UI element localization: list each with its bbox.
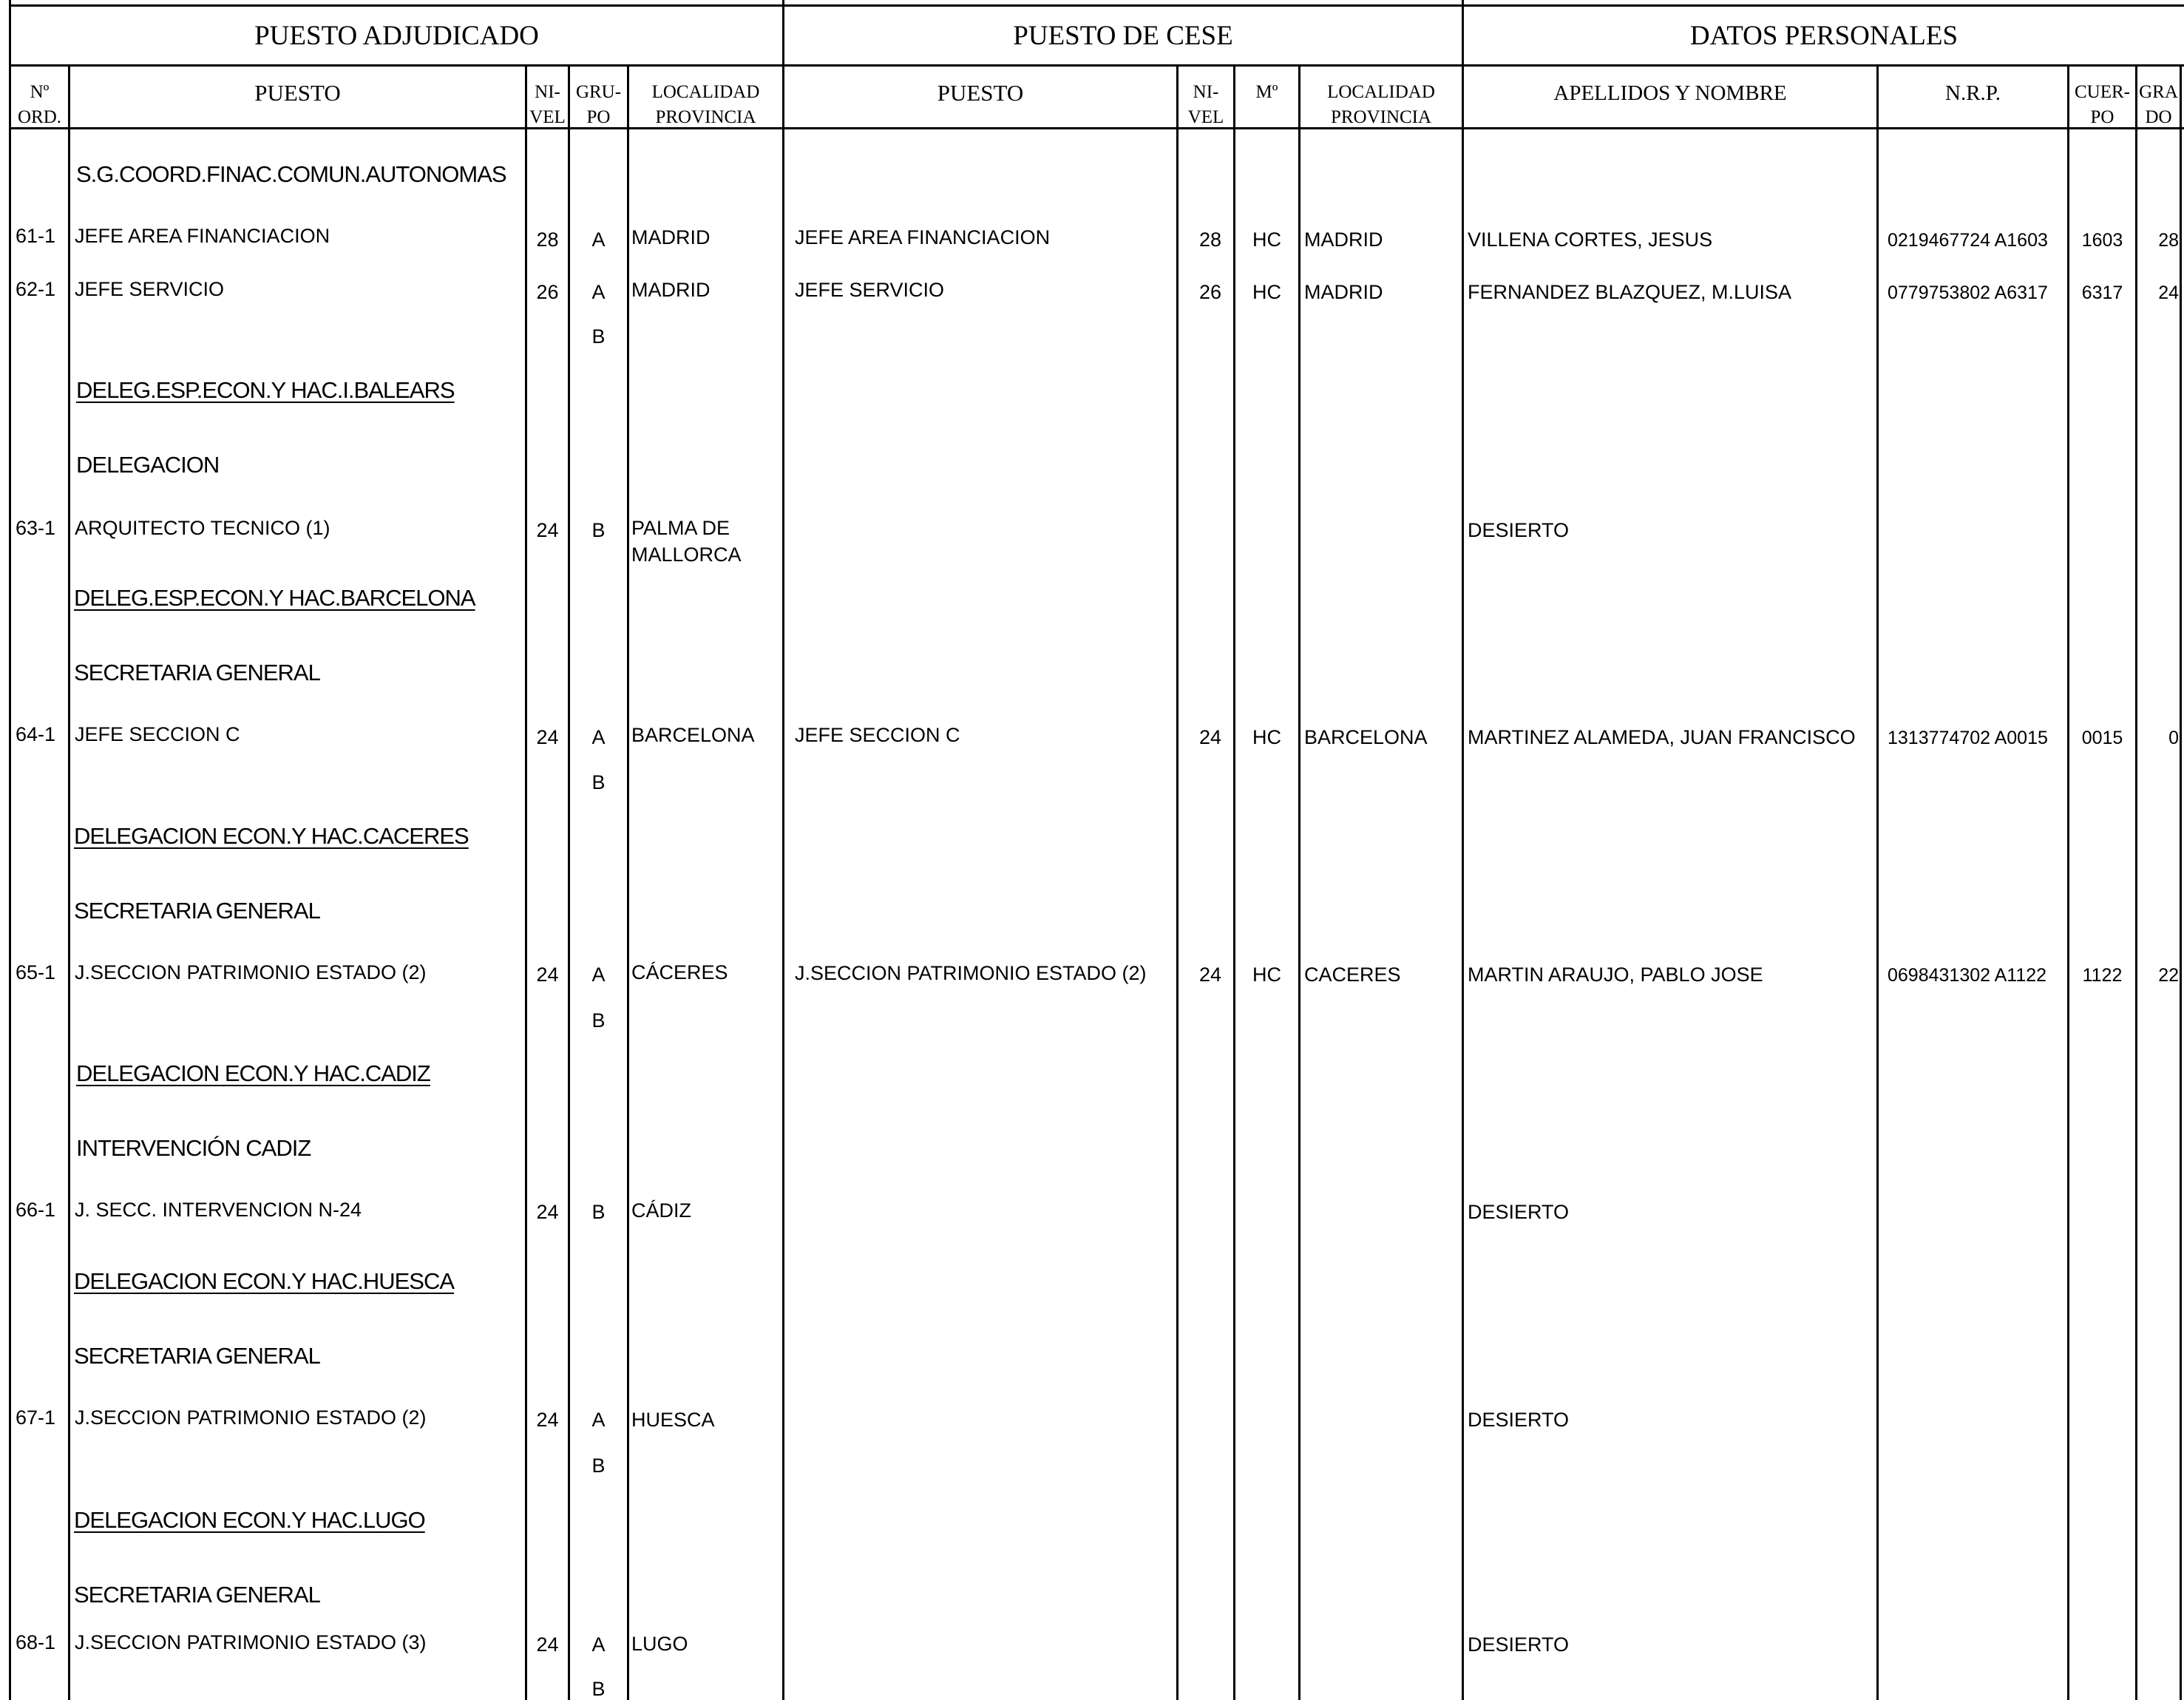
col-header-cese-localidad: LOCALIDAD PROVINCIA xyxy=(1327,82,1435,127)
row-cese-m: HC xyxy=(1252,964,1281,986)
section-heading: INTERVENCIÓN CADIZ xyxy=(76,1135,311,1161)
row-cese-nivel: 24 xyxy=(1198,964,1221,986)
row-cese-localidad: MADRID xyxy=(1304,228,1383,251)
row-nivel: 24 xyxy=(536,1201,559,1223)
row-grupo: A xyxy=(591,964,606,986)
col-header-cese-nivel: NI- VEL xyxy=(1187,82,1224,127)
row-puesto: JEFE SECCION C xyxy=(75,723,240,745)
section-heading: SECRETARIA GENERAL xyxy=(74,1343,320,1369)
row-ord: 63-1 xyxy=(15,517,55,539)
section-heading: DELEGACION ECON.Y HAC.HUESCA xyxy=(74,1268,455,1294)
row-nombre: DESIERTO xyxy=(1468,1633,1570,1656)
col-header-cese-puesto: PUESTO xyxy=(937,80,1024,106)
row-cese-puesto: JEFE AREA FINANCIACION xyxy=(795,226,1051,248)
row-cese-puesto: JEFE SECCION C xyxy=(795,724,960,746)
section-heading: S.G.COORD.FINAC.COMUN.AUTONOMAS xyxy=(76,161,506,187)
section-heading: DELEGACION ECON.Y HAC.CACERES xyxy=(74,823,469,849)
row-grupo-2: B xyxy=(591,1455,606,1477)
header-group-adjudicado: PUESTO ADJUDICADO xyxy=(254,21,539,51)
row-localidad: MADRID xyxy=(631,279,711,301)
row-cese-puesto: J.SECCION PATRIMONIO ESTADO (2) xyxy=(795,962,1147,984)
row-nombre: FERNANDEZ BLAZQUEZ, M.LUISA xyxy=(1468,281,1792,303)
row-ord: 61-1 xyxy=(15,225,55,247)
row-ord: 68-1 xyxy=(15,1631,55,1653)
row-cuerpo: 0015 xyxy=(2081,728,2123,748)
row-puesto: J. SECC. INTERVENCION N-24 xyxy=(75,1199,362,1221)
section-heading: DELEGACION ECON.Y HAC.LUGO xyxy=(74,1507,425,1533)
row-cese-nivel: 28 xyxy=(1198,228,1221,251)
row-nivel: 24 xyxy=(536,726,559,748)
col-header-puesto: PUESTO xyxy=(254,80,341,106)
row-cuerpo: 1603 xyxy=(2081,230,2123,251)
row-localidad: CÁCERES xyxy=(631,961,728,983)
row-cese-puesto: JEFE SERVICIO xyxy=(795,279,945,301)
row-nrp: 0779753802 A6317 xyxy=(1888,282,2048,303)
col-header-cuerpo: CUER- PO xyxy=(2075,82,2130,127)
row-nrp: 0219467724 A1603 xyxy=(1888,230,2048,251)
row-cese-m: HC xyxy=(1252,228,1281,251)
row-nivel: 24 xyxy=(536,1633,559,1656)
row-grupo: B xyxy=(591,519,606,541)
row-cese-nivel: 26 xyxy=(1198,281,1221,303)
row-cese-localidad: MADRID xyxy=(1304,281,1383,303)
row-cese-m: HC xyxy=(1252,281,1281,303)
header-group-personales: DATOS PERSONALES xyxy=(1689,21,1959,51)
row-grupo: B xyxy=(591,1201,606,1223)
row-cese-localidad: CACERES xyxy=(1304,964,1401,986)
row-nivel: 26 xyxy=(536,281,559,303)
row-nivel: 24 xyxy=(536,964,559,986)
section-heading: DELEGACION xyxy=(76,452,220,478)
row-nrp: 1313774702 A0015 xyxy=(1888,728,2048,748)
row-puesto: JEFE AREA FINANCIACION xyxy=(75,225,330,247)
col-header-cese-m: Mº xyxy=(1255,82,1278,102)
row-nombre: MARTINEZ ALAMEDA, JUAN FRANCISCO xyxy=(1468,726,1856,748)
row-localidad: CÁDIZ xyxy=(631,1199,691,1222)
row-grado: 24 xyxy=(2158,282,2179,303)
row-nrp: 0698431302 A1122 xyxy=(1888,965,2047,986)
row-puesto: J.SECCION PATRIMONIO ESTADO (2) xyxy=(75,961,427,983)
col-header-apellidos: APELLIDOS Y NOMBRE xyxy=(1553,81,1787,105)
row-grado: 22 xyxy=(2158,965,2179,986)
row-puesto: ARQUITECTO TECNICO (1) xyxy=(75,517,330,539)
header-group-cese: PUESTO DE CESE xyxy=(1013,21,1233,51)
section-heading: SECRETARIA GENERAL xyxy=(74,898,320,924)
row-localidad: PALMA DE xyxy=(631,517,730,539)
row-localidad: HUESCA xyxy=(631,1409,715,1431)
row-cese-nivel: 24 xyxy=(1198,726,1221,748)
row-grupo: A xyxy=(591,726,606,748)
row-ord: 65-1 xyxy=(15,961,55,983)
row-nivel: 24 xyxy=(536,1409,559,1431)
row-puesto: J.SECCION PATRIMONIO ESTADO (2) xyxy=(75,1406,427,1429)
row-grupo-2: B xyxy=(591,325,606,348)
row-grupo-2: B xyxy=(591,1009,606,1032)
row-nivel: 24 xyxy=(536,519,559,541)
col-header-nivel: NI- VEL xyxy=(529,82,566,127)
row-grado: 28 xyxy=(2158,230,2179,251)
row-grupo-2: B xyxy=(591,1678,606,1700)
row-cuerpo: 1122 xyxy=(2082,965,2123,986)
row-nombre: VILLENA CORTES, JESUS xyxy=(1468,228,1713,251)
col-header-localidad: LOCALIDAD PROVINCIA xyxy=(651,82,760,127)
row-grupo: A xyxy=(591,228,606,251)
col-header-ord: Nº ORD. xyxy=(17,82,62,127)
row-ord: 64-1 xyxy=(15,723,55,745)
section-heading: DELEG.ESP.ECON.Y HAC.BARCELONA xyxy=(74,585,475,611)
row-nombre: DESIERTO xyxy=(1468,1409,1570,1431)
row-grupo: A xyxy=(591,1409,606,1431)
row-nombre: DESIERTO xyxy=(1468,519,1570,541)
row-puesto: JEFE SERVICIO xyxy=(75,278,225,300)
col-header-grado: GRA DO xyxy=(2139,82,2178,127)
row-nombre: DESIERTO xyxy=(1468,1201,1570,1223)
section-heading: SECRETARIA GENERAL xyxy=(74,1582,320,1608)
col-header-grupo: GRU- PO xyxy=(575,82,622,127)
row-ord: 67-1 xyxy=(15,1406,55,1429)
row-grupo-2: B xyxy=(591,771,606,793)
row-localidad: MADRID xyxy=(631,226,711,248)
row-localidad: LUGO xyxy=(631,1633,688,1655)
row-cese-m: HC xyxy=(1252,726,1281,748)
row-grupo: A xyxy=(591,1633,606,1656)
row-puesto: J.SECCION PATRIMONIO ESTADO (3) xyxy=(75,1631,427,1653)
row-grado: 0 xyxy=(2168,728,2179,748)
row-localidad: BARCELONA xyxy=(631,724,755,746)
row-cuerpo: 6317 xyxy=(2081,282,2123,303)
row-ord: 62-1 xyxy=(15,278,55,300)
row-grupo: A xyxy=(591,281,606,303)
col-header-nrp: N.R.P. xyxy=(1945,81,2001,105)
section-heading: DELEGACION ECON.Y HAC.CADIZ xyxy=(76,1060,430,1086)
section-heading: DELEG.ESP.ECON.Y HAC.I.BALEARS xyxy=(76,377,455,403)
row-cese-localidad: BARCELONA xyxy=(1304,726,1428,748)
row-localidad-2: MALLORCA xyxy=(631,543,742,566)
row-ord: 66-1 xyxy=(15,1199,55,1221)
row-nombre: MARTIN ARAUJO, PABLO JOSE xyxy=(1468,964,1763,986)
section-heading: SECRETARIA GENERAL xyxy=(74,660,320,685)
row-nivel: 28 xyxy=(536,228,559,251)
